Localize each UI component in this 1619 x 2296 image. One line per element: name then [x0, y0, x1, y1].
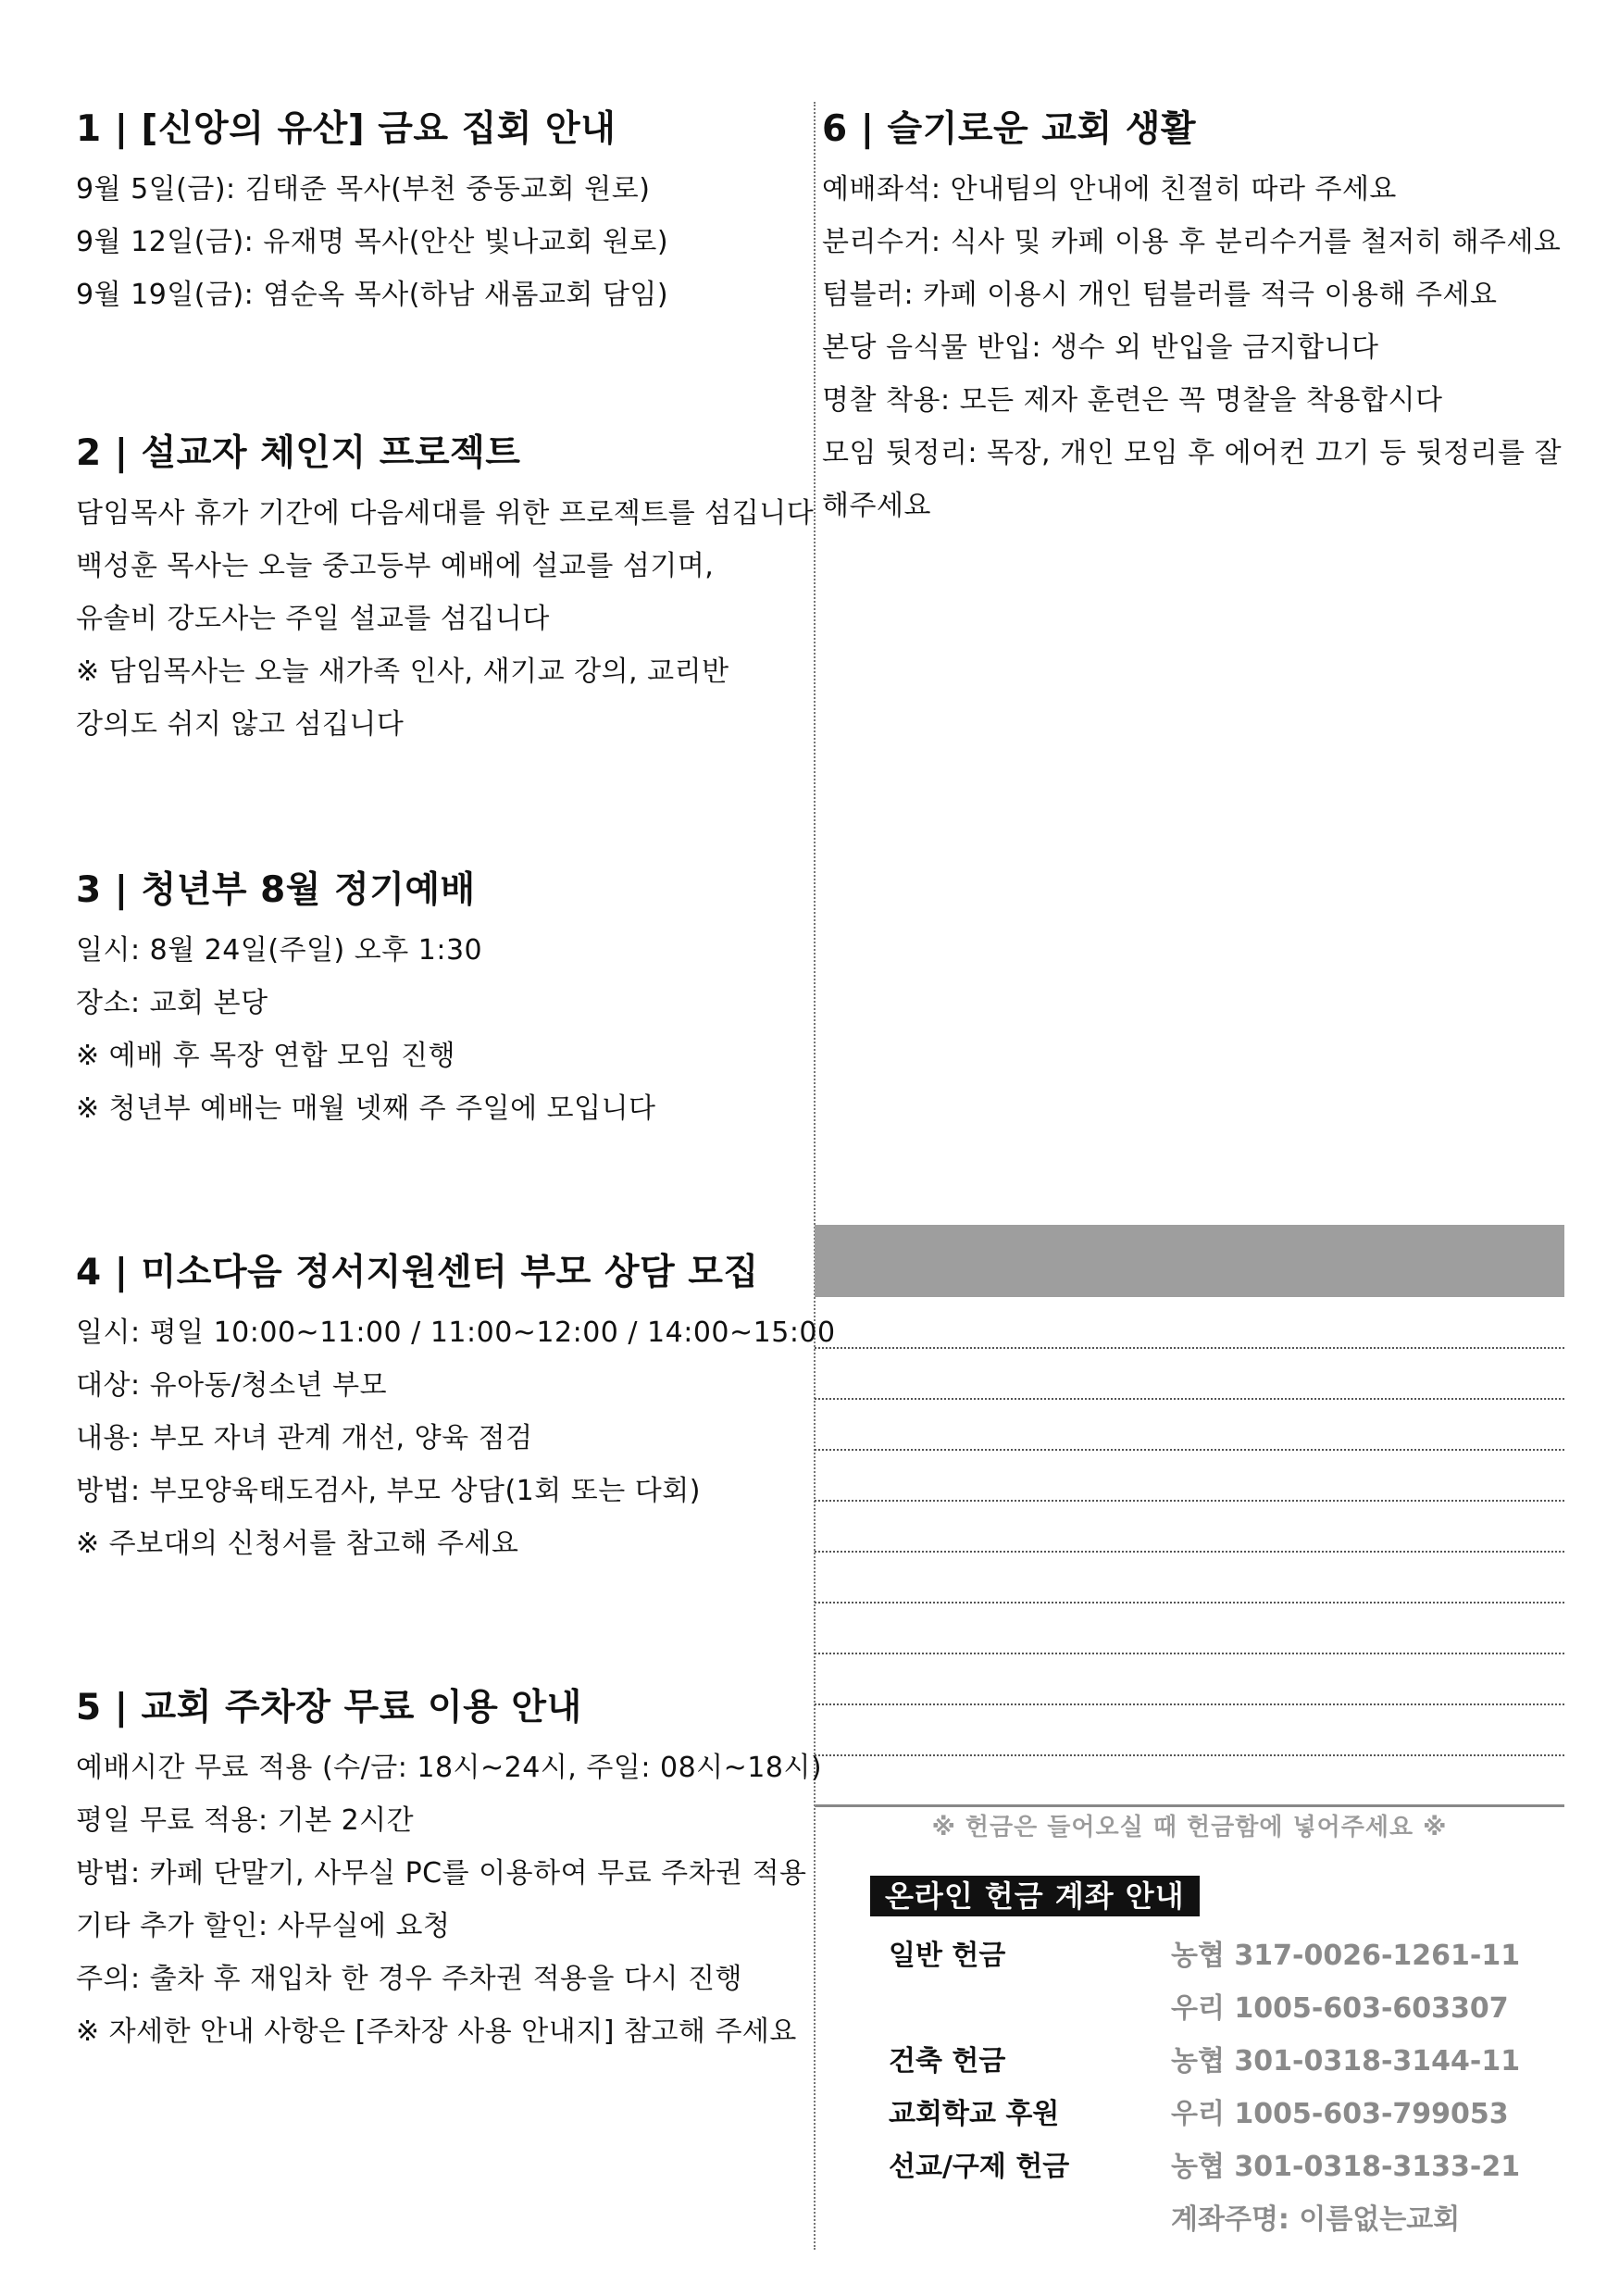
list-item: 명찰 착용: 모든 제자 훈련은 꼭 명찰을 착용합시다 — [822, 384, 1443, 417]
memo-line — [815, 1551, 1564, 1553]
list-item: 예배시간 무료 적용 (수/금: 18시~24시, 주일: 08시~18시) — [76, 1752, 823, 1784]
offering-note: ※ 헌금은 들어오실 때 헌금함에 넣어주세요 ※ — [931, 1814, 1448, 1841]
list-item: 내용: 부모 자녀 관계 개선, 양육 점검 — [76, 1422, 533, 1454]
list-item: 주의: 출차 후 재입차 한 경우 주차권 적용을 다시 진행 — [76, 1963, 743, 1995]
section-title: 5 | 교회 주차장 무료 이용 안내 — [76, 1687, 582, 1728]
list-item: 9월 19일(금): 염순옥 목사(하남 새롬교회 담임) — [76, 279, 669, 311]
section-title: 2 | 설교자 체인지 프로젝트 — [76, 432, 521, 474]
list-item: 예배좌석: 안내팀의 안내에 친절히 따라 주세요 — [822, 173, 1397, 206]
account-number: 농협 301-0318-3144-11 — [1171, 2045, 1521, 2078]
list-item: 대상: 유아동/청소년 부모 — [76, 1369, 388, 1402]
memo-line — [815, 1653, 1564, 1654]
section-preacher-change — [76, 426, 816, 751]
list-item: ※ 주보대의 신청서를 참고해 주세요 — [76, 1528, 519, 1560]
section-youth-worship — [76, 863, 816, 1135]
memo-line — [815, 1754, 1564, 1756]
list-item: ※ 청년부 예배는 매월 넷째 주 주일에 모입니다 — [76, 1092, 656, 1125]
memo-line — [815, 1347, 1564, 1349]
account-number: 농협 301-0318-3133-21 — [1171, 2151, 1521, 2183]
list-item: 강의도 쉬지 않고 섬깁니다 — [76, 708, 405, 741]
memo-line — [815, 1398, 1564, 1400]
section-title: 6 | 슬기로운 교회 생활 — [822, 108, 1197, 150]
list-item: 일시: 8월 24일(주일) 오후 1:30 — [76, 934, 483, 967]
list-item: 본당 음식물 반입: 생수 외 반입을 금지합니다 — [822, 331, 1379, 364]
memo-line — [815, 1602, 1564, 1603]
list-item: 텀블러: 카페 이용시 개인 텀블러를 적극 이용해 주세요 — [822, 279, 1498, 311]
account-label: 일반 헌금 — [889, 1940, 1006, 1972]
list-item: 방법: 부모양육태도검사, 부모 상담(1회 또는 다회) — [76, 1475, 701, 1507]
list-item: 장소: 교회 본당 — [76, 987, 268, 1019]
account-label: 선교/구제 헌금 — [889, 2151, 1070, 2183]
section-title: 1 | [신앙의 유산] 금요 집회 안내 — [76, 108, 616, 150]
section-friday-meeting — [76, 102, 816, 321]
list-item: 모임 뒷정리: 목장, 개인 모임 후 에어컨 끄기 등 뒷정리를 잘해주세요 — [822, 437, 1563, 522]
account-label: 건축 헌금 — [889, 2045, 1006, 2078]
list-item: 방법: 카페 단말기, 사무실 PC를 이용하여 무료 주차권 적용 — [76, 1857, 807, 1890]
memo-line — [815, 1703, 1564, 1705]
section-parking — [76, 1680, 823, 2058]
list-item: 분리수거: 식사 및 카페 이용 후 분리수거를 철저히 해주세요 — [822, 226, 1562, 258]
account-number: 농협 317-0026-1261-11 — [1171, 1940, 1521, 1972]
memo-line — [815, 1449, 1564, 1451]
section-title: 4 | 미소다음 정서지원센터 부모 상담 모집 — [76, 1252, 759, 1293]
account-number: 우리 1005-603-799053 — [1171, 2098, 1509, 2130]
list-item: 9월 12일(금): 유재명 목사(안산 빛나교회 원로) — [76, 226, 669, 258]
list-item: 기타 추가 할인: 사무실에 요청 — [76, 1910, 451, 1942]
list-item: 9월 5일(금): 김태준 목사(부천 중동교회 원로) — [76, 173, 651, 206]
section-parent-counseling — [76, 1245, 836, 1570]
memo-line — [815, 1500, 1564, 1502]
list-item: 담임목사 휴가 기간에 다음세대를 위한 프로젝트를 섬깁니다 — [76, 497, 815, 530]
list-item: ※ 자세한 안내 사항은 [주차장 사용 안내지] 참고해 주세요 — [76, 2015, 797, 2048]
memo-header-bar — [815, 1225, 1564, 1297]
list-item: 평일 무료 적용: 기본 2시간 — [76, 1804, 415, 1837]
online-offering-title: 온라인 헌금 계좌 안내 — [870, 1876, 1200, 1916]
account-label: 교회학교 후원 — [889, 2098, 1060, 2130]
list-item: ※ 담임목사는 오늘 새가족 인사, 새기교 강의, 교리반 — [76, 655, 729, 688]
list-item: 유솔비 강도사는 주일 설교를 섬깁니다 — [76, 603, 550, 635]
list-item: ※ 예배 후 목장 연합 모임 진행 — [76, 1040, 456, 1072]
list-item: 일시: 평일 10:00~11:00 / 11:00~12:00 / 14:00~15:00 — [76, 1316, 836, 1349]
account-holder: 계좌주명: 이름없는교회 — [1171, 2203, 1461, 2236]
account-number: 우리 1005-603-603307 — [1171, 1992, 1509, 2025]
section-title: 3 | 청년부 8월 정기예배 — [76, 869, 476, 911]
section-church-life — [822, 102, 1563, 532]
list-item: 백성훈 목사는 오늘 중고등부 예배에 설교를 섬기며, — [76, 550, 715, 582]
